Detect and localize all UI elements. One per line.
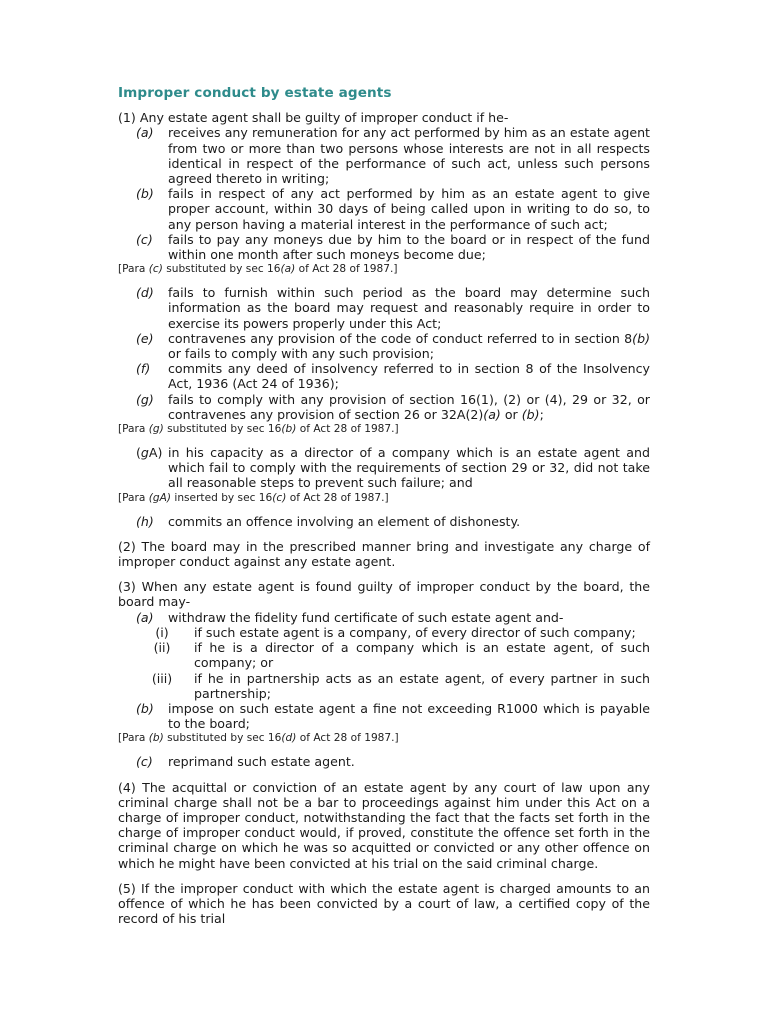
para-1g: [118, 392, 650, 422]
para-label: (gA): [136, 445, 163, 461]
para-1f: [118, 361, 650, 391]
para-3a: [118, 610, 650, 625]
subpara-3a-ii: [118, 640, 650, 670]
para-label: (b): [136, 700, 154, 716]
para-label: (f): [136, 361, 151, 377]
para-3b: [118, 701, 650, 731]
subpara-label: (ii): [153, 640, 171, 656]
para-label: (g): [136, 391, 154, 407]
subpara-label: (iii): [151, 670, 173, 686]
para-text: contravenes any provision of the code of conduct referred to in section 8(b) or fails to comply with any such provision;: [168, 330, 650, 362]
para-1e: [118, 331, 650, 361]
subsection-4: (4) The acquittal or conviction of an estate agent by any court of law upon any criminal charge shall not be a bar to proceedings against him under this Act on a charge of improper conduct, notwithstanding the fact that the facts set forth in the charge of improper conduct would, if proved, constitute the offence set forth in the criminal charge on which he was so acquitted or convicted or any other offence on which he might have been convicted at his trial on the said criminal charge.: [118, 779, 650, 871]
para-text: receives any remuneration for any act performed by him as an estate agent from two or more than two persons whose interests are not in all respects identical in respect of the performance of such act, unless such persons agreed thereto in writing;: [168, 125, 650, 187]
para-text: fails to pay any moneys due by him to the board or in respect of the fund within one month after such moneys become due;: [168, 231, 650, 263]
para-text: impose on such estate agent a fine not exceeding R1000 which is payable to the board;: [168, 700, 650, 732]
amendment-note: [Para (gA) inserted by sec 16(c) of Act 28 of 1987.]: [118, 491, 389, 504]
para-text: in his capacity as a director of a company which is an estate agent and which fail to comply with the requirements of section 29 or 32, did not take all reasonable steps to prevent such failure; and: [168, 445, 650, 491]
amendment-note: [Para (c) substituted by sec 16(a) of Act 28 of 1987.]: [118, 263, 398, 276]
para-1d: [118, 285, 650, 331]
para-3c: [118, 754, 650, 769]
para-text: fails to comply with any provision of section 16(1), (2) or (4), 29 or 32, or contravenes any provision of section 26 or 32A(2)(a) or (b);: [168, 391, 650, 422]
para-1h: [118, 514, 650, 529]
para-text: withdraw the fidelity fund certificate of such estate agent and-: [168, 609, 564, 625]
amendment-note: [Para (g) substituted by sec 16(b) of Act 28 of 1987.]: [118, 423, 399, 436]
para-1c: [118, 232, 650, 262]
subpara-label: (i): [155, 624, 169, 640]
subsection-1-intro: (1) Any estate agent shall be guilty of improper conduct if he-: [118, 110, 509, 126]
subsection-2: (2) The board may in the prescribed manner bring and investigate any charge of improper conduct against any estate agent.: [118, 538, 650, 570]
subsection-3-intro: (3) When any estate agent is found guilty of improper conduct by the board, the board may-: [118, 579, 650, 610]
para-label: (c): [136, 754, 153, 770]
section-title: Improper conduct by estate agents: [118, 85, 392, 101]
para-1gA: [118, 445, 650, 491]
para-text: commits any deed of insolvency referred to in section 8 of the Insolvency Act, 1936 (Act 24 of 1936);: [168, 361, 650, 392]
subpara-text: if he is a director of a company which is an estate agent, of such company; or: [194, 640, 650, 671]
para-text: commits an offence involving an element of dishonesty.: [168, 513, 521, 529]
para-label: (a): [136, 125, 154, 141]
subpara-3a-i: [118, 625, 650, 640]
para-text: fails to furnish within such period as the board may determine such information as the board may request and reasonably require in order to exercise its powers properly under this Act;: [168, 285, 650, 331]
amendment-note: [Para (b) substituted by sec 16(d) of Act 28 of 1987.]: [118, 732, 399, 745]
para-1b: [118, 186, 650, 232]
para-text: reprimand such estate agent.: [168, 754, 355, 770]
subpara-text: if such estate agent is a company, of every director of such company;: [194, 624, 636, 640]
para-label: (a): [136, 609, 154, 625]
subpara-text: if he in partnership acts as an estate agent, of every partner in such partnership;: [194, 670, 650, 701]
subsection-5: (5) If the improper conduct with which the estate agent is charged amounts to an offence of which he has been convicted by a court of law, a certified copy of the record of his trial: [118, 880, 650, 927]
para-label: (d): [136, 285, 154, 301]
para-label: (b): [136, 186, 154, 202]
para-label: (c): [136, 231, 153, 247]
para-label: (h): [136, 513, 154, 529]
subpara-3a-iii: [118, 671, 650, 701]
para-text: fails in respect of any act performed by him as an estate agent to give proper account, within 30 days of being called upon in writing to do so, to any person having a material interest in the performance of such act;: [168, 186, 650, 232]
para-label: (e): [136, 330, 154, 346]
para-1a: [118, 125, 650, 186]
